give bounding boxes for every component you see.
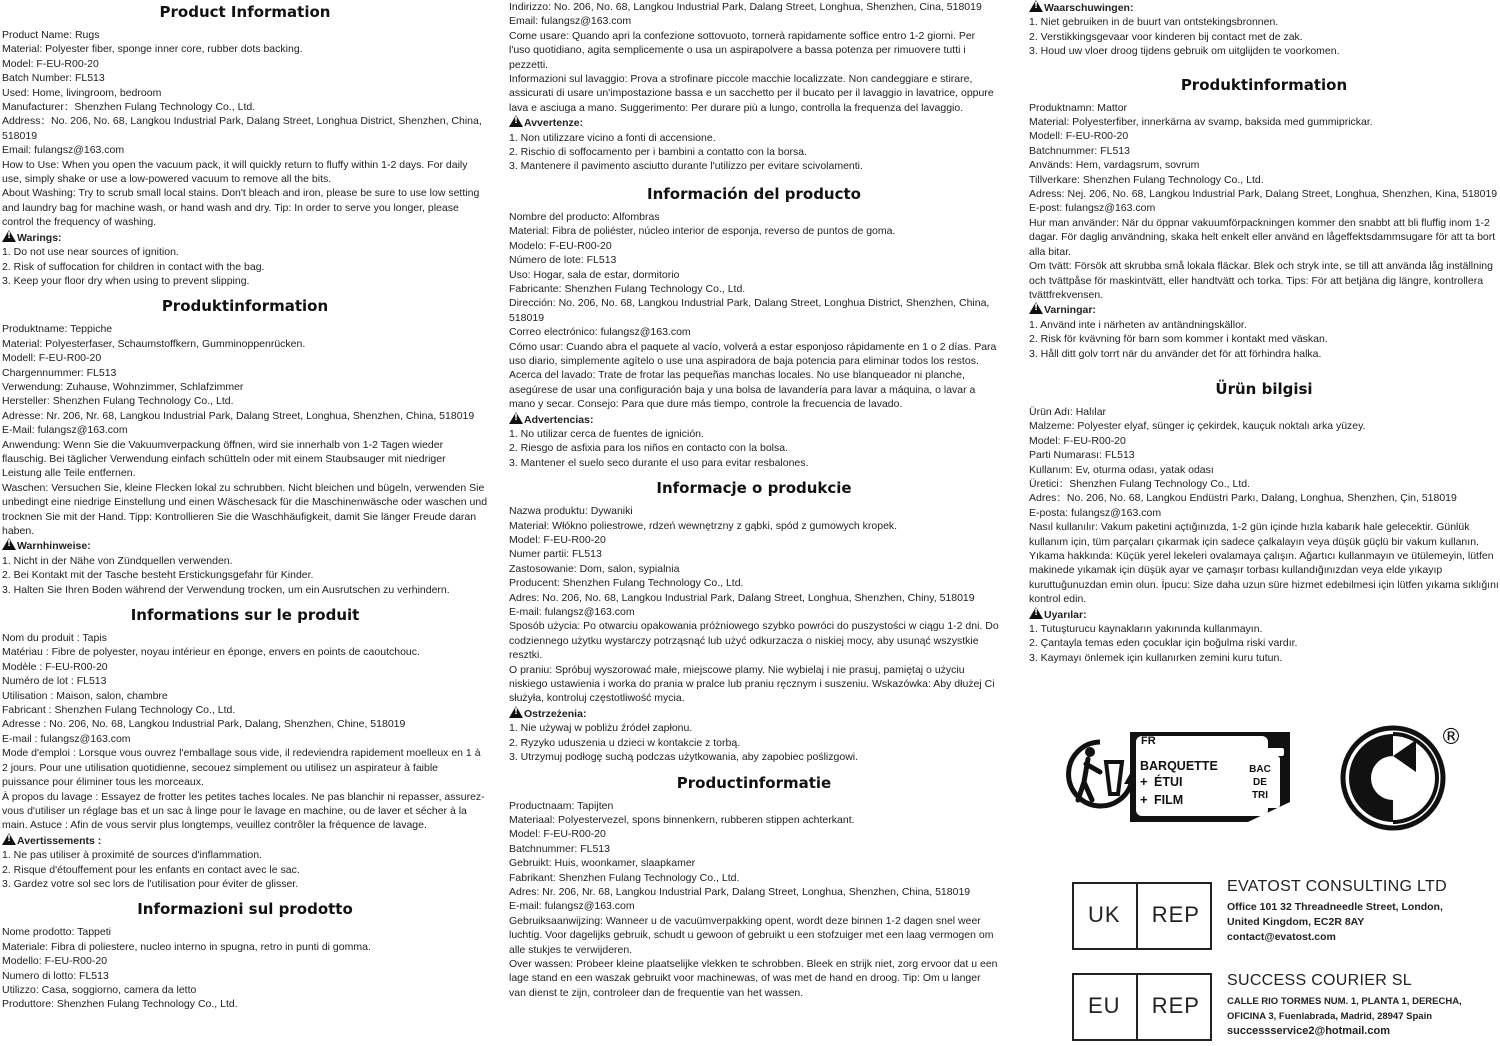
text-line: Numer partii: FL513 xyxy=(509,548,602,561)
section-title: Produktinformation xyxy=(1180,75,1348,94)
text-line: 1. Non utilizzare vicino a fonti di accensione. xyxy=(509,131,716,144)
text-line: Fabricant : Shenzhen Fulang Technology Co., Ltd. xyxy=(2,704,236,717)
svg-text:TRI: TRI xyxy=(1251,790,1269,801)
text-line: Material: Polyesterfiber, innerkärna av svamp, baksida med gummiprickar. xyxy=(1029,116,1373,129)
text-line: Email: fulangsz@163.com xyxy=(509,15,632,28)
eu-rep-address-1: CALLE RIO TORMES NUM. 1, PLANTA 1, DERECHA, xyxy=(1227,996,1462,1007)
text-line: E-mail: fulangsz@163.com xyxy=(509,900,635,913)
text-line: 2. Risk för kvävning för barn som kommer i kontakt med väskan. xyxy=(1029,333,1328,346)
text-line: Come usare: Quando apri la confezione sottovuoto, tornerà rapidamente soffice entro 1-2 giorni. Per l'uso quotidiano, agita semplicemente o usa un aspirapolvere a bassa potenza per rimuovere tutti i pezzetti. xyxy=(509,29,976,71)
text-line: E-post: fulangsz@163.com xyxy=(1029,202,1156,215)
text-line: 1. Använd inte i närheten av antändningskällor. xyxy=(1029,318,1247,331)
uk-rep-address-2: United Kingdom, EC2R 8AY xyxy=(1227,916,1365,928)
section-title: Produktinformation xyxy=(161,297,329,316)
text-line: Productnaam: Tapijten xyxy=(509,799,614,812)
text-line: Waschen: Versuchen Sie, kleine Flecken lokal zu schrubben. Nicht bleichen und bügeln, verwenden Sie unbedingt eine niedrige Einstellung und einen Wäschesack für die Maschinenwäsche oder waschen und trocknen Sie mit der Hand. Tipp: Kontrollieren Sie die Waschhäufigkeit, damit Sie länger Freude daran haben. xyxy=(2,481,488,537)
section-en xyxy=(2,0,488,288)
uk-label: UK xyxy=(1088,902,1121,927)
text-line: Modelo: F-EU-R00-20 xyxy=(509,239,612,252)
warnings-header xyxy=(2,833,488,848)
text-line: Nom du produit : Tapis xyxy=(2,632,107,645)
text-line: Batchnummer: FL513 xyxy=(1029,144,1130,157)
section-sv xyxy=(1029,73,1499,361)
uk-rep-info xyxy=(1227,878,1447,945)
text-line: Kullanım: Ev, oturma odası, yatak odası xyxy=(1029,463,1214,476)
svg-text:BAC: BAC xyxy=(1249,764,1271,775)
text-line: Produttore: Shenzhen Fulang Technology Co., Ltd. xyxy=(2,998,238,1011)
text-line: 3. Halten Sie Ihren Boden während der Verwendung trocken, um ein Ausrutschen zu verhindern. xyxy=(2,583,450,596)
warnings-title: Varningar: xyxy=(1044,304,1096,317)
text-line: Tillverkare: Shenzhen Fulang Technology Co., Ltd. xyxy=(1029,173,1264,186)
warning-icon xyxy=(2,833,16,845)
text-line: Modell: F-EU-R00-20 xyxy=(1029,130,1129,143)
text-line: 3. Mantenere il pavimento asciutto durante l'utilizzo per evitare scivolamenti. xyxy=(509,160,863,173)
text-line: Product Name: Rugs xyxy=(2,29,100,41)
warnings-header xyxy=(509,115,999,130)
text-line: À propos du lavage : Essayez de frotter les petites taches locales. Ne pas blanchir ni repasser, assurez-vous d'utiliser un réglage bas et un sac à linge pour le lavage en machine, ou de laver et sécher à la main. Astuce : Afin de vous servir plus longtemps, veuillez contrôler la fréquence de lavage. xyxy=(2,790,485,832)
text-line: Anwendung: Wenn Sie die Vakuumverpackung öffnen, wird sie innerhalb von 1-2 Tagen wieder flauschig. Bei täglicher Verwendung einfach schütteln oder mit einem Staubsauger mit niedriger Leistung alle Teile entfernen. xyxy=(2,438,446,480)
uk-rep-email: contact@evatost.com xyxy=(1227,931,1336,943)
text-line: Chargennummer: FL513 xyxy=(2,366,117,379)
text-line: 2. Risk of suffocation for children in contact with the bag. xyxy=(2,260,265,273)
text-line: 1. Niet gebruiken in de buurt van ontstekingsbronnen. xyxy=(1029,16,1279,29)
text-line: Yıkama hakkında: Küçük yerel lekeleri ovalamaya çalışın. Ağartıcı kullanmayın ve ütülemeyin, lütfen makinede yıkamak için düşük ayar ve çamaşır torbası kullandığınızdan veya elde yıkayıp kuruttuğunuzdan emin olun. İpucu: Size daha uzun süre hizmet edebilmesi için lütfen yıkama sıklığını kontrol edin. xyxy=(1029,550,1499,606)
warnings-header xyxy=(509,412,999,427)
warnings-title: Avvertenze: xyxy=(524,117,584,130)
text-line: 2. Rischio di soffocamento per i bambini a contatto con la borsa. xyxy=(509,146,808,159)
section-nl xyxy=(509,771,999,1001)
warnings-header xyxy=(2,230,488,245)
svg-text:+: + xyxy=(1140,792,1148,807)
warnings-title: Advertencias: xyxy=(524,413,594,426)
text-line: Üretici：Shenzhen Fulang Technology Co., Ltd. xyxy=(1029,477,1251,490)
text-line: Número de lote: FL513 xyxy=(509,254,617,267)
film-label: FILM xyxy=(1154,793,1184,807)
text-line: Model: F-EU-R00-20 xyxy=(509,828,606,841)
column-right xyxy=(1029,0,1499,665)
warnings-header xyxy=(1029,607,1499,622)
text-line: Hersteller: Shenzhen Fulang Technology Co., Ltd. xyxy=(2,395,234,408)
text-line: Utilisation : Maison, salon, chambre xyxy=(2,689,168,702)
text-line: Hur man använder: När du öppnar vakuumförpackningen kommer den snabbt att bli fluffig inom 1-2 dagar. För daglig användning, skaka helt enkelt eller använd en lågeffektsdammsugare för att ta bort alla bitar. xyxy=(1029,216,1496,258)
text-line: Parti Numarası: FL513 xyxy=(1029,449,1135,462)
text-line: 1. Tutuşturucu kaynakların yakınında kullanmayın. xyxy=(1029,623,1263,636)
text-line: Modèle : F-EU-R00-20 xyxy=(2,660,108,673)
warning-icon xyxy=(509,706,523,718)
text-line: 1. Nie używaj w pobliżu źródeł zapłonu. xyxy=(509,722,693,735)
uk-rep-name: EVATOST CONSULTING LTD xyxy=(1227,878,1447,895)
recycling-logos xyxy=(1060,722,1480,832)
triman-icon xyxy=(1069,742,1140,806)
text-line: Adress: Nej. 206, No. 68, Langkou Industrial Park, Dalang Street, Longhua, Shenzhen, Kina, 518019 xyxy=(1029,188,1498,201)
uk-rep-address-1: Office 101 32 Threadneedle Street, London, xyxy=(1227,901,1443,913)
warnings-title: Warings: xyxy=(17,231,62,244)
warning-icon xyxy=(1029,302,1043,314)
svg-text:DE: DE xyxy=(1253,777,1267,788)
text-line: Adresse: Nr. 206, Nr. 68, Langkou Industrial Park, Dalang Street, Longhua, Shenzhen, China, 518019 xyxy=(2,409,475,422)
text-line: Används: Hem, vardagsrum, sovrum xyxy=(1029,159,1200,172)
text-line: Modello: F-EU-R00-20 xyxy=(2,955,108,968)
text-line: E-mail: fulangsz@163.com xyxy=(509,606,635,619)
text-line: Gebruiksaanwijzing: Wanneer u de vacuümverpakking opent, wordt deze binnen 1-2 dagen snel weer luchtig. Voor dagelijks gebruik, schudt u gewoon of gebruikt u een stofzuiger met een laag vermogen om alle stukjes te verwijderen. xyxy=(509,914,994,956)
text-line: Material: Polyesterfaser, Schaumstoffkern, Gumminoppenrücken. xyxy=(2,337,306,350)
section-title: Productinformatie xyxy=(676,773,832,792)
text-line: Address：No. 206, No. 68, Langkou Industrial Park, Dalang Street, Longhua District, Shenzhen, China, 518019 xyxy=(2,115,482,142)
text-line: 2. Risque d'étouffement pour les enfants en contact avec le sac. xyxy=(2,863,300,876)
text-line: 1. Do not use near sources of ignition. xyxy=(2,246,179,259)
text-line: E-mail : fulangsz@163.com xyxy=(2,732,131,745)
eu-rep-info xyxy=(1227,972,1462,1039)
text-line: Email: fulangsz@163.com xyxy=(2,144,125,157)
text-line: Model: F-EU-R00-20 xyxy=(2,57,99,70)
text-line: Adres：No. 206, No. 68, Langkou Endüstri Parkı, Dalang, Longhua, Shenzhen, Çin, 518019 xyxy=(1029,492,1457,505)
text-line: Cómo usar: Cuando abra el paquete al vacío, volverá a estar esponjoso rápidamente en 1 o 2 días. Para uso diario, simplemente agítelo o use una aspiradora de baja potencia para eliminar todos los restos. xyxy=(509,340,997,367)
warning-icon xyxy=(509,412,523,424)
section-es xyxy=(509,182,999,470)
svg-text:+: + xyxy=(1140,774,1148,789)
text-line: Manufacturer：Shenzhen Fulang Technology Co., Ltd. xyxy=(2,101,256,114)
uk-rep-box xyxy=(1072,882,1212,950)
warnings-header xyxy=(509,706,999,721)
text-line: 3. Mantener el suelo seco durante el uso para evitar resbalones. xyxy=(509,456,809,469)
section-de xyxy=(2,294,488,597)
warning-icon xyxy=(509,115,523,127)
text-line: How to Use: When you open the vacuum pack, it will quickly return to fluffy within 1-2 days. For daily use, simply shake or use a low-powered vacuum to remove all the bits. xyxy=(2,158,468,186)
text-line: 3. Håll ditt golv torrt när du använder det för att förhindra halka. xyxy=(1029,347,1322,360)
section-title: Informazioni sul prodotto xyxy=(137,900,353,919)
section-nl-continued xyxy=(1029,0,1499,59)
text-line: Produktnamn: Mattor xyxy=(1029,101,1128,114)
info-tri-panel xyxy=(1130,732,1290,822)
warnings-title: Uyarılar: xyxy=(1044,608,1087,621)
text-line: Utilizzo: Casa, soggiorno, camera da letto xyxy=(2,983,197,996)
text-line: Zastosowanie: Dom, salon, sypialnia xyxy=(509,562,680,575)
eu-label: EU xyxy=(1088,993,1121,1018)
section-title: Informations sur le produit xyxy=(130,606,360,625)
text-line: Uso: Hogar, sala de estar, dormitorio xyxy=(509,268,680,281)
text-line: Informazioni sul lavaggio: Prova a strofinare piccole macchie localizzate. Non candeggiare e stirare, assicurati di usare un'impostazione bassa e un sacchetto per il bucato per il lavaggio in lavatrice, oppure lava e asciuga a mano. Suggerimento: Per durare più a lungo, controlla la frequenza del lavaggio. xyxy=(509,73,994,114)
text-line: 3. Kaymayı önlemek için kullanırken zemini kuru tutun. xyxy=(1029,651,1283,664)
text-line: Materiale: Fibra di poliestere, nucleo interno in spugna, retro in punti di gomma. xyxy=(2,940,371,953)
text-line: Batchnummer: FL513 xyxy=(509,842,610,855)
text-line: Mode d'emploi : Lorsque vous ouvrez l'emballage sous vide, il redeviendra rapidement moelleux en 1 à 2 jours. Pour une utilisation quotidienne, secouez simplement ou utilisez un aspirateur à faible puissance pour éliminer tous les morceaux. xyxy=(2,747,481,789)
text-line: 1. No utilizar cerca de fuentes de ignición. xyxy=(509,427,704,440)
warnings-title: Ostrzeżenia: xyxy=(524,707,587,720)
warnings-header xyxy=(1029,302,1499,317)
warning-icon xyxy=(2,538,16,550)
eu-rep-address-2: OFICINA 3, Fuenlabrada, Madrid, 28947 Spain xyxy=(1227,1011,1433,1022)
text-line: Over wassen: Probeer kleine plaatselijke vlekken te schrobben. Bleek en strijk niet, zorg ervoor dat u een lage stand en een waszak gebruikt voor machinewas, of was met de hand en droog. Tip: Om u langer van dienst te zijn, controleer dan de frequentie van het wassen. xyxy=(509,957,998,999)
section-it xyxy=(2,897,488,1011)
column-middle xyxy=(509,0,999,1000)
text-line: 3. Keep your floor dry when using to prevent slipping. xyxy=(2,274,250,287)
rep-label: REP xyxy=(1151,993,1200,1018)
section-title: Información del producto xyxy=(647,184,861,203)
text-line: Fabricante: Shenzhen Fulang Technology Co., Ltd. xyxy=(509,282,746,295)
text-line: Produktname: Teppiche xyxy=(2,323,113,336)
text-line: Nasıl kullanılır: Vakum paketini açtığınızda, 1-2 gün içinde hızla kabarık hale gelecektir. Günlük kullanım için, tüm parçaları çıkarmak için sadece çalkalayın veya düşük güçlü bir vakum kullanın. xyxy=(1029,521,1479,548)
section-pl xyxy=(509,476,999,764)
text-line: Adresse : No. 206, No. 68, Langkou Industrial Park, Dalang, Shenzhen, Chine, 518019 xyxy=(2,718,406,731)
warnings-title: Waarschuwingen: xyxy=(1044,2,1134,14)
text-line: Fabrikant: Shenzhen Fulang Technology Co., Ltd. xyxy=(509,871,740,884)
text-line: 3. Utrzymuj podłogę suchą podczas użytkowania, aby zapobiec poślizgowi. xyxy=(509,751,859,764)
text-line: Correo electrónico: fulangsz@163.com xyxy=(509,326,691,339)
text-line: E-posta: fulangsz@163.com xyxy=(1029,506,1162,519)
section-it-continued xyxy=(509,0,999,174)
text-line: Ürün Adı: Halılar xyxy=(1029,405,1107,418)
text-line: Material: Polyester fiber, sponge inner core, rubber dots backing. xyxy=(2,43,303,56)
text-line: Numéro de lot : FL513 xyxy=(2,675,107,688)
warning-icon xyxy=(2,230,16,242)
fr-label: FR xyxy=(1141,735,1156,747)
text-line: Gebruikt: Huis, woonkamer, slaapkamer xyxy=(509,857,696,870)
text-line: Nazwa produktu: Dywaniki xyxy=(509,505,633,518)
warning-icon xyxy=(1029,607,1043,619)
warnings-header xyxy=(1029,0,1499,15)
text-line: 1. Nicht in der Nähe von Zündquellen verwenden. xyxy=(2,554,233,567)
section-title: Product Information xyxy=(159,3,331,21)
registered-mark: ® xyxy=(1440,725,1462,750)
warnings-title: Avertissements : xyxy=(17,834,102,847)
text-line: Model: F-EU-R00-20 xyxy=(1029,434,1126,447)
green-dot-icon xyxy=(1343,725,1462,828)
section-tr xyxy=(1029,377,1499,665)
text-line: Model: F-EU-R00-20 xyxy=(509,534,606,546)
text-line: Producent: Shenzhen Fulang Technology Co., Ltd. xyxy=(509,577,744,590)
section-title: Informacje o produkcie xyxy=(656,479,852,498)
rep-label: REP xyxy=(1151,902,1200,927)
etui-label: ÉTUI xyxy=(1154,775,1183,789)
eu-rep-name: SUCCESS COURIER SL xyxy=(1227,972,1412,989)
warnings-title: Warnhinweise: xyxy=(17,540,91,553)
barquette-label: BARQUETTE xyxy=(1140,759,1218,773)
text-line: Materiał: Włókno poliestrowe, rdzeń wewnętrzny z gąbki, spód z gumowych kropek. xyxy=(509,519,898,532)
text-line: 3. Houd uw vloer droog tijdens gebruik om uitglijden te voorkomen. xyxy=(1029,45,1340,58)
column-left xyxy=(2,0,488,1012)
text-line: 2. Çantayla temas eden çocuklar için boğulma riski vardır. xyxy=(1029,637,1298,650)
warnings-header xyxy=(2,538,488,553)
text-line: 2. Riesgo de asfixia para los niños en contacto con la bolsa. xyxy=(509,442,789,455)
text-line: O praniu: Spróbuj wyszorować małe, miejscowe plamy. Nie wybielaj i nie prasuj, pamiętaj o użyciu niskiego ustawienia i worka do prania w pralce lub praniu ręcznym i suszeniu. Wskazówka: Aby dłużej Ci służyła, kontroluj częstotliwość mycia. xyxy=(509,663,995,705)
text-line: Modell: F-EU-R00-20 xyxy=(2,352,102,365)
text-line: Verwendung: Zuhause, Wohnzimmer, Schlafzimmer xyxy=(2,380,244,393)
eu-rep-box xyxy=(1072,973,1212,1041)
text-line: Batch Number: FL513 xyxy=(2,72,105,85)
text-line: Om tvätt: Försök att skrubba små lokala fläckar. Blek och stryk inte, se till att använda låg inställning och tvättpåse för maskintvätt, eller handtvätt och torka. Tips: För att betjäna dig längre, kontrollera tvättfrekvensen. xyxy=(1029,260,1493,301)
text-line: Adres: No. 206, No. 68, Langkou Industrial Park, Dalang Street, Longhua, Shenzhen, Chiny, 518019 xyxy=(509,591,975,604)
text-line: Indirizzo: No. 206, No. 68, Langkou Industrial Park, Dalang Street, Longhua, Shenzhen, Cina, 518019 xyxy=(509,1,982,13)
text-line: 2. Ryzyko uduszenia u dzieci w kontakcie z torbą. xyxy=(509,736,741,749)
section-fr xyxy=(2,603,488,891)
text-line: 3. Gardez votre sol sec lors de l'utilisation pour éviter de glisser. xyxy=(2,877,299,890)
text-line: Sposób użycia: Po otwarciu opakowania próżniowego szybko powróci do puszystości w ciągu 1-2 dni. Do codziennego użytku wystarczy potrząsnąć lub użyć odkurzacza o niskiej mocy, aby usunąć wszystkie resztki. xyxy=(509,620,999,662)
text-line: 2. Bei Kontakt mit der Tasche besteht Erstickungsgefahr für Kinder. xyxy=(2,569,314,582)
eu-rep-email: successservice2@hotmail.com xyxy=(1227,1025,1390,1037)
text-line: 1. Ne pas utiliser à proximité de sources d'inflammation. xyxy=(2,849,262,862)
section-title: Ürün bilgisi xyxy=(1215,379,1313,398)
text-line: Malzeme: Polyester elyaf, sünger iç çekirdek, kauçuk noktalı arka yüzey. xyxy=(1029,420,1366,433)
text-line: Matériau : Fibre de polyester, noyau intérieur en éponge, envers en points de caoutchouc. xyxy=(2,646,420,659)
text-line: E-Mail: fulangsz@163.com xyxy=(2,424,128,437)
text-line: Nome prodotto: Tappeti xyxy=(2,926,111,939)
text-line: About Washing: Try to scrub small local stains. Don't bleach and iron, please be sure to use low setting and laundry bag for machine wash, or hand wash and dry. Tip: In order to serve you longer, please control the frequency of washing. xyxy=(2,187,480,229)
text-line: Nombre del producto: Alfombras xyxy=(509,210,660,223)
text-line: Material: Fibra de poliéster, núcleo interior de esponja, reverso de puntos de goma. xyxy=(509,225,896,238)
text-line: Dirección: No. 206, No. 68, Langkou Industrial Park, Dalang Street, Longhua District, Shenzhen, China, 518019 xyxy=(509,297,990,324)
warning-icon xyxy=(1029,0,1043,12)
text-line: Acerca del lavado: Trate de frotar las pequeñas manchas locales. No use blanqueador ni planche, asegúrese de usar una configuración baja y una bolsa de lavandería para lavar a máquina, o lavar a mano y secar. Consejo: Para que dure más tiempo, controle la frecuencia de lavado. xyxy=(509,369,976,411)
text-line: Numero di lotto: FL513 xyxy=(2,969,109,982)
text-line: 2. Verstikkingsgevaar voor kinderen bij contact met de zak. xyxy=(1029,30,1303,43)
text-line: Used: Home, livingroom, bedroom xyxy=(2,86,162,99)
text-line: Adres: Nr. 206, Nr. 68, Langkou Industrial Park, Dalang Street, Longhua, Shenzhen, China, 518019 xyxy=(509,885,971,898)
text-line: Materiaal: Polyestervezel, spons binnenkern, rubberen stippen achterkant. xyxy=(509,813,855,826)
bin-icon xyxy=(1236,748,1284,808)
